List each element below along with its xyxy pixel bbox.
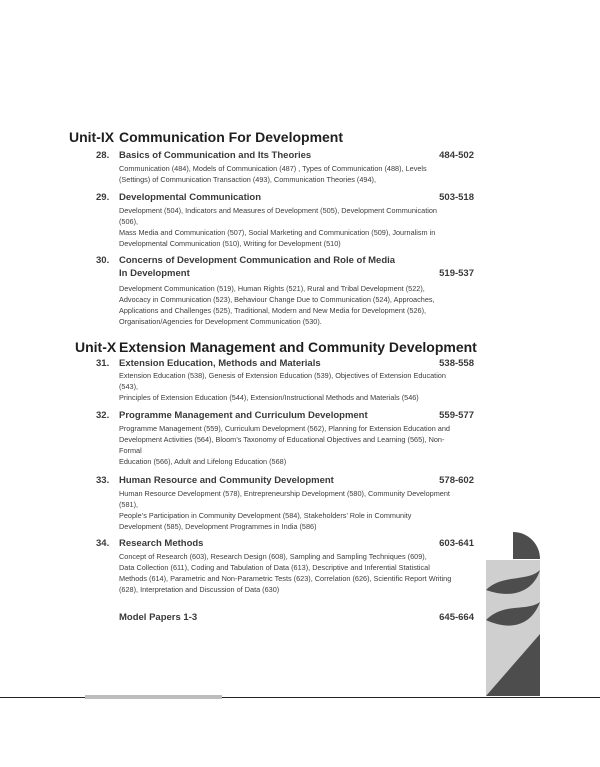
chapter-pages: 519-537 (439, 268, 474, 279)
chapter-pages: 578-602 (439, 475, 474, 486)
chapter-topics: Development Communication (519), Human Rights (521), Rural and Tribal Development (522), Advocacy in Communication (523), Behaviour Change Due to Communication (524), Approaches, Applications and Challenges (525), Traditional, Modern and New Media for Development (526), Organisation/Agencies for Development Communication (530). (119, 284, 435, 326)
chapter-pages: 603-641 (439, 538, 474, 549)
chapter-pages: 503-518 (439, 192, 474, 203)
chapter-topics: Programme Management (559), Curriculum Development (562), Planning for Extension Education and Development Activities (564), Bloom’s Taxonomy of Educational Objectives and Learning (565), Non- Formal Education (566), Adult and Lifelong Education (568) (119, 424, 450, 466)
chapter-number: 30. (96, 255, 110, 266)
model-papers-pages: 645-664 (439, 612, 474, 623)
chapter-title: Human Resource and Community Development (119, 475, 334, 486)
unit-ix-heading (69, 129, 114, 145)
chapter-topics: Communication (484), Models of Communication (487) , Types of Communication (488), Levels (Settings) of Communication Transaction (493), Communication Theories (494), (119, 164, 427, 184)
unit-x-heading (75, 339, 116, 355)
chapter-number: 32. (96, 410, 110, 421)
chapter-topics: Concept of Research (603), Research Design (608), Sampling and Sampling Techniques (609), Data Collection (611), Coding and Tabulation of Data (613), Descriptive and Inferential Statistical Methods (614), Parametric and Non-Parametric Tests (623), Correlation (626), Scientific Report Writing (628), Interpretation and Discussion of Data (630) (119, 552, 452, 594)
chapter-title-line2: In Development (119, 268, 190, 279)
chapter-title: Extension Education, Methods and Materials (119, 358, 321, 369)
unit-ix-title: Communication For Development (119, 129, 344, 145)
chapter-number: 28. (96, 150, 110, 161)
unit-x-title: Extension Management and Community Development (119, 339, 477, 355)
chapter-pages: 559-577 (439, 410, 474, 421)
chapter-title: Basics of Communication and Its Theories (119, 150, 312, 161)
half-circle-top-shape (513, 532, 540, 559)
unit-label: Unit-X (75, 339, 117, 355)
chapter-topics: Development (504), Indicators and Measures of Development (505), Development Communication (506), Mass Media and Communication (507), Social Marketing and Communication (509), Journalism in Developmental Communication (510), Writing for Development (510) (119, 206, 437, 248)
chapter-title: Research Methods (119, 538, 204, 549)
chapter-number: 34. (96, 538, 110, 549)
chapter-title: Programme Management and Curriculum Development (119, 410, 368, 421)
chapter-topics: Human Resource Development (578), Entrepreneurship Development (580), Community Development (581), People’s Participation in Community Development (584), Stakeholders’ Role in Community Development (585), Development Programmes in India (586) (119, 489, 450, 531)
chapter-topics: Extension Education (538), Genesis of Extension Education (539), Objectives of Extension Education (543), Principles of Extension Education (544), Extension/Instructional Methods and Materials (546) (119, 371, 446, 402)
chapter-number: 29. (96, 192, 110, 203)
chapter-pages: 538-558 (439, 358, 474, 369)
model-papers-title: Model Papers 1-3 (119, 612, 198, 623)
chapter-pages: 484-502 (439, 150, 474, 161)
chapter-number: 33. (96, 475, 110, 486)
chapter-title: Developmental Communication (119, 192, 261, 203)
chapter-title: Concerns of Development Communication and Role of Media (119, 255, 396, 266)
footer-accent-bar (85, 695, 222, 699)
decorative-shapes-graphic (484, 530, 542, 698)
chapter-number: 31. (96, 358, 110, 369)
unit-label: Unit-IX (69, 129, 115, 145)
